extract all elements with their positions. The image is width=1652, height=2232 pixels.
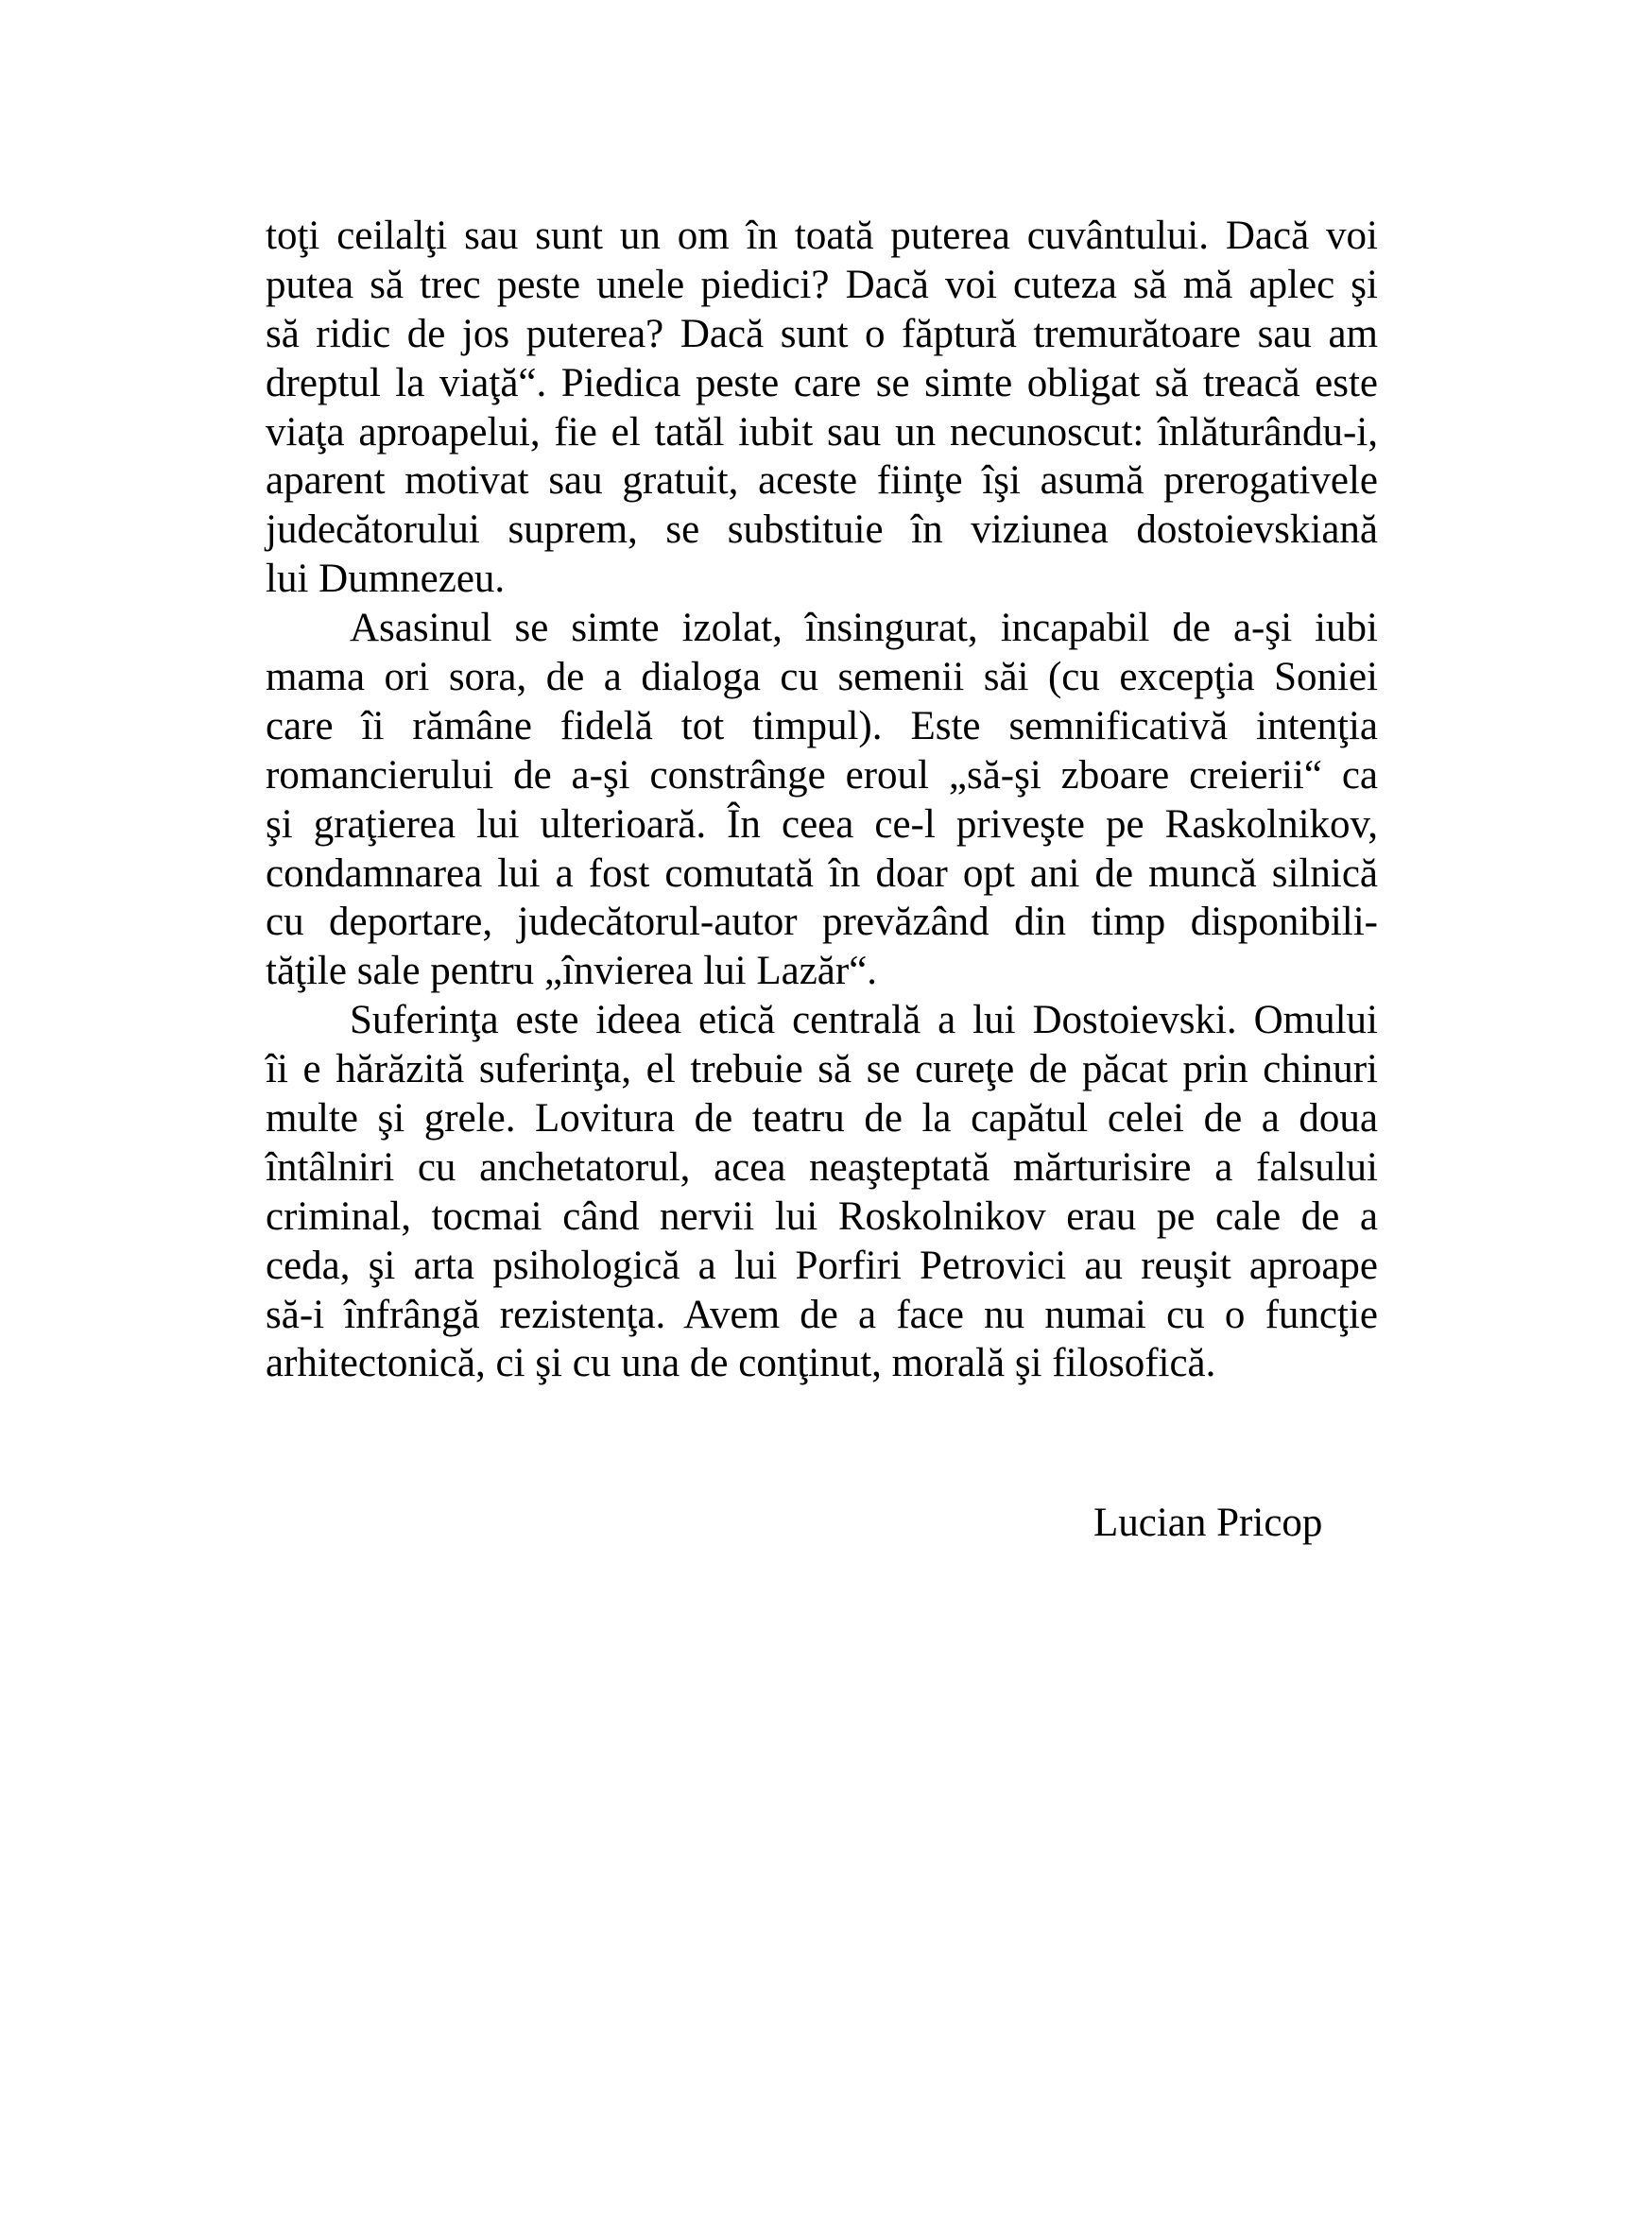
text-line: cu deportare, judecătorul-autor prevăzând din timp disponibili- bbox=[266, 900, 1378, 945]
author-signature: Lucian Pricop bbox=[1093, 1501, 1323, 1545]
text-line: să ridic de jos puterea? Dacă sunt o făptură tremurătoare sau am bbox=[266, 311, 1378, 356]
text-line: tăţile sale pentru „învierea lui Lazăr“. bbox=[266, 949, 878, 994]
text-line: arhitectonică, ci şi cu una de conţinut, morală şi filosofică. bbox=[266, 1341, 1216, 1386]
body-text bbox=[266, 212, 1378, 1388]
text-line: care îi rămâne fidelă tot timpul). Este semnificativă intenţia bbox=[266, 703, 1378, 748]
text-line: să-i înfrângă rezistenţa. Avem de a face nu numai cu o funcţie bbox=[266, 1292, 1378, 1337]
text-line: şi graţierea lui ulterioară. În ceea ce-l priveşte pe Raskolnikov, bbox=[266, 801, 1378, 847]
text-line: multe şi grele. Lovitura de teatru de la capătul celei de a doua bbox=[266, 1096, 1378, 1142]
text-line: condamnarea lui a fost comutată în doar opt ani de muncă silnică bbox=[266, 850, 1378, 896]
text-line: putea să trec peste unele piedici? Dacă voi cuteza să mă aplec şi bbox=[266, 262, 1378, 307]
text-line: ceda, şi arta psihologică a lui Porfiri Petrovici au reuşit aproape bbox=[266, 1243, 1378, 1288]
text-line: viaţa aproapelui, fie el tatăl iubit sau un necunoscut: înlăturându-i, bbox=[266, 409, 1378, 455]
text-line: toţi ceilalţi sau sunt un om în toată puterea cuvântului. Dacă voi bbox=[266, 214, 1378, 258]
text-line: criminal, tocmai când nervii lui Roskolnikov erau pe cale de a bbox=[266, 1193, 1378, 1239]
text-line: romancierului de a-şi constrânge eroul „să-şi zboare creierii“ ca bbox=[266, 752, 1378, 798]
text-line: întâlniri cu anchetatorul, acea neaşteptată mărturisire a falsului bbox=[266, 1144, 1378, 1190]
text-line: dreptul la viaţă“. Piedica peste care se simte obligat să treacă este bbox=[266, 360, 1378, 405]
text-line: lui Dumnezeu. bbox=[266, 557, 506, 602]
text-line: Suferinţa este ideea etică centrală a lui Dostoievski. Omului bbox=[350, 998, 1378, 1043]
paragraph-2 bbox=[266, 604, 1378, 996]
text-line: judecătorului suprem, se substituie în viziunea dostoievskiană bbox=[266, 507, 1378, 553]
paragraph-3 bbox=[266, 996, 1378, 1388]
text-line: Asasinul se simte izolat, însingurat, incapabil de a-şi iubi bbox=[350, 606, 1378, 651]
text-line: îi e hărăzită suferinţa, el trebuie să se cureţe de păcat prin chinuri bbox=[266, 1047, 1378, 1092]
text-line: mama ori sora, de a dialoga cu semenii săi (cu excepţia Soniei bbox=[266, 655, 1378, 700]
text-line: aparent motivat sau gratuit, aceste fiinţe îşi asumă prerogativele bbox=[266, 458, 1378, 504]
paragraph-1 bbox=[266, 212, 1378, 604]
